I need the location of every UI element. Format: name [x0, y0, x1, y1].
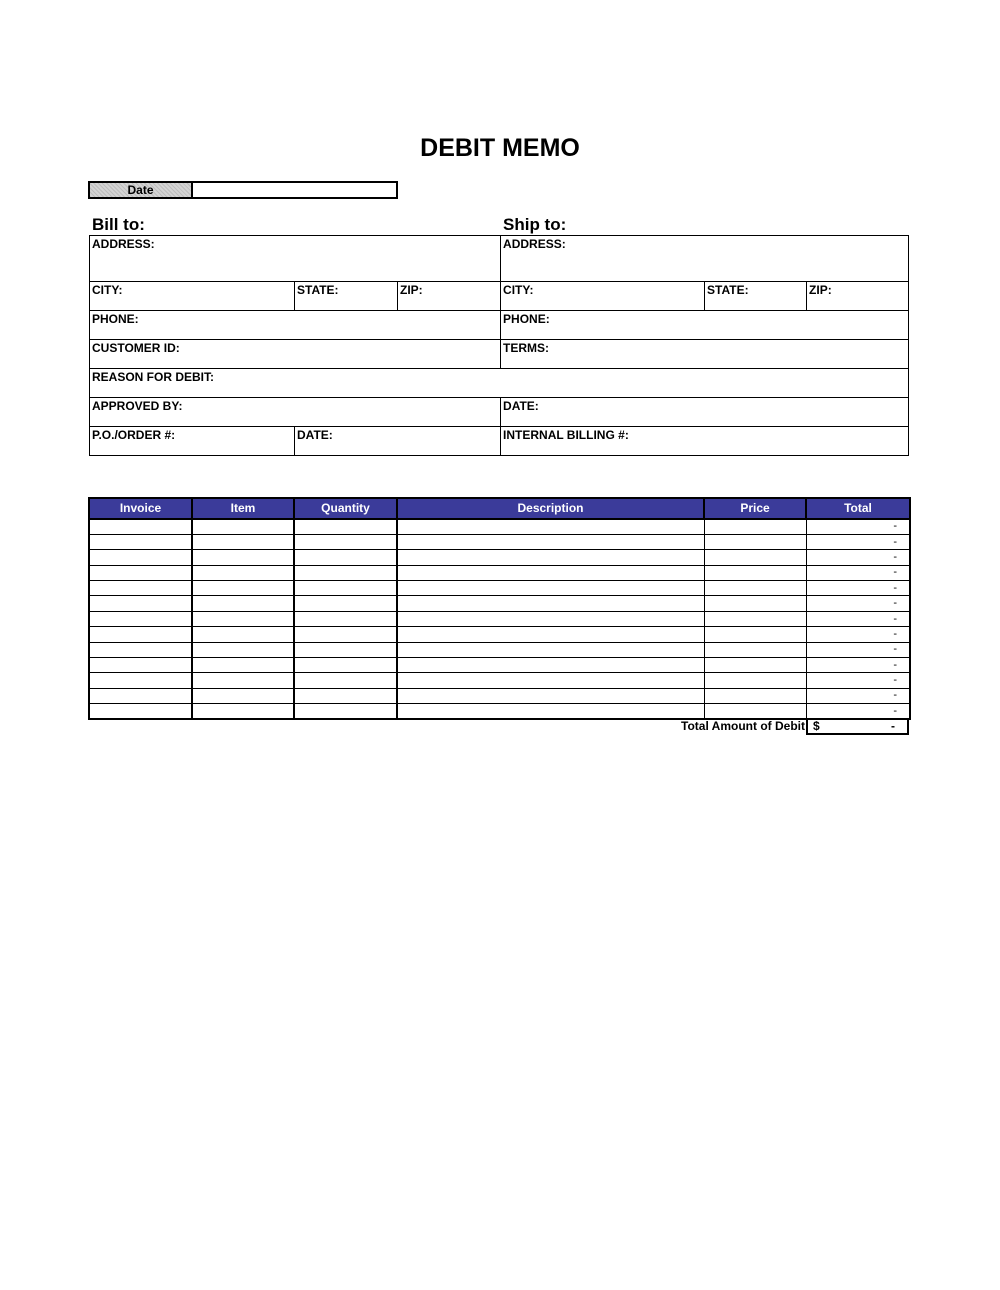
cell-item[interactable] [192, 519, 294, 534]
bill-state-field[interactable]: STATE: [295, 282, 398, 311]
cell-price[interactable] [704, 565, 806, 580]
cell-quantity[interactable] [294, 519, 397, 534]
cell-description[interactable] [397, 565, 704, 580]
cell-description[interactable] [397, 627, 704, 642]
cell-total: - [806, 581, 910, 596]
cell-invoice[interactable] [89, 673, 192, 688]
cell-description[interactable] [397, 596, 704, 611]
column-header-item: Item [192, 498, 294, 519]
cell-description[interactable] [397, 581, 704, 596]
table-row [89, 673, 910, 688]
cell-description[interactable] [397, 534, 704, 549]
cell-description[interactable] [397, 611, 704, 626]
reason-for-debit-field[interactable]: REASON FOR DEBIT: [90, 369, 909, 398]
cell-total: - [806, 611, 910, 626]
approved-by-field[interactable]: APPROVED BY: [90, 398, 501, 427]
cell-quantity[interactable] [294, 534, 397, 549]
cell-invoice[interactable] [89, 519, 192, 534]
cell-invoice[interactable] [89, 596, 192, 611]
cell-quantity[interactable] [294, 673, 397, 688]
approved-date-field[interactable]: DATE: [501, 398, 909, 427]
table-row [89, 581, 910, 596]
cell-total: - [806, 642, 910, 657]
cell-description[interactable] [397, 550, 704, 565]
internal-billing-field[interactable]: INTERNAL BILLING #: [501, 427, 909, 456]
cell-description[interactable] [397, 658, 704, 673]
cell-invoice[interactable] [89, 642, 192, 657]
cell-total: - [806, 565, 910, 580]
cell-invoice[interactable] [89, 704, 192, 719]
cell-description[interactable] [397, 688, 704, 703]
table-row [89, 627, 910, 642]
total-amount-box [806, 718, 909, 735]
cell-price[interactable] [704, 642, 806, 657]
cell-quantity[interactable] [294, 565, 397, 580]
table-row [89, 550, 910, 565]
cell-price[interactable] [704, 611, 806, 626]
cell-invoice[interactable] [89, 550, 192, 565]
cell-invoice[interactable] [89, 565, 192, 580]
bill-city-field[interactable]: CITY: [90, 282, 295, 311]
cell-description[interactable] [397, 519, 704, 534]
column-header-total: Total [806, 498, 910, 519]
table-row [89, 688, 910, 703]
cell-price[interactable] [704, 627, 806, 642]
bill-to-heading: Bill to: [92, 215, 145, 234]
cell-price[interactable] [704, 519, 806, 534]
table-row [89, 519, 910, 534]
table-row [89, 611, 910, 626]
cell-price[interactable] [704, 581, 806, 596]
cell-quantity[interactable] [294, 611, 397, 626]
date-box [88, 181, 398, 199]
column-header-price: Price [704, 498, 806, 519]
ship-phone-field[interactable]: PHONE: [501, 311, 909, 340]
terms-field[interactable]: TERMS: [501, 340, 909, 369]
cell-price[interactable] [704, 658, 806, 673]
table-row [89, 658, 910, 673]
cell-quantity[interactable] [294, 704, 397, 719]
bill-zip-field[interactable]: ZIP: [398, 282, 501, 311]
column-header-invoice: Invoice [89, 498, 192, 519]
total-amount-value: - [891, 719, 895, 733]
cell-total: - [806, 596, 910, 611]
total-row [88, 718, 909, 735]
cell-total: - [806, 519, 910, 534]
total-currency: $ [813, 719, 820, 733]
total-amount-label: Total Amount of Debit [681, 719, 805, 733]
cell-quantity[interactable] [294, 688, 397, 703]
cell-item[interactable] [192, 534, 294, 549]
cell-total: - [806, 550, 910, 565]
column-header-description: Description [397, 498, 704, 519]
date-field[interactable] [193, 183, 396, 197]
cell-total: - [806, 673, 910, 688]
cell-price[interactable] [704, 673, 806, 688]
ship-zip-field[interactable]: ZIP: [807, 282, 909, 311]
items-table [88, 497, 911, 720]
cell-item[interactable] [192, 565, 294, 580]
cell-description[interactable] [397, 704, 704, 719]
cell-quantity[interactable] [294, 596, 397, 611]
cell-invoice[interactable] [89, 688, 192, 703]
column-header-quantity: Quantity [294, 498, 397, 519]
bill-phone-field[interactable]: PHONE: [90, 311, 501, 340]
cell-quantity[interactable] [294, 550, 397, 565]
cell-description[interactable] [397, 642, 704, 657]
cell-item[interactable] [192, 611, 294, 626]
table-row [89, 565, 910, 580]
po-date-field[interactable]: DATE: [295, 427, 501, 456]
cell-total: - [806, 658, 910, 673]
customer-info-table [89, 235, 909, 456]
ship-to-heading: Ship to: [503, 215, 567, 234]
ship-state-field[interactable]: STATE: [705, 282, 807, 311]
cell-description[interactable] [397, 673, 704, 688]
customer-id-field[interactable]: CUSTOMER ID: [90, 340, 501, 369]
cell-item[interactable] [192, 704, 294, 719]
cell-invoice[interactable] [89, 581, 192, 596]
cell-price[interactable] [704, 550, 806, 565]
cell-price[interactable] [704, 596, 806, 611]
cell-item[interactable] [192, 688, 294, 703]
table-row [89, 704, 910, 719]
cell-quantity[interactable] [294, 627, 397, 642]
items-body [89, 519, 910, 719]
cell-item[interactable] [192, 627, 294, 642]
cell-invoice[interactable] [89, 534, 192, 549]
table-row [89, 596, 910, 611]
po-order-field[interactable]: P.O./ORDER #: [90, 427, 295, 456]
cell-item[interactable] [192, 596, 294, 611]
cell-price[interactable] [704, 704, 806, 719]
ship-address-field[interactable]: ADDRESS: [501, 236, 909, 282]
table-row [89, 534, 910, 549]
cell-total: - [806, 704, 910, 719]
cell-total: - [806, 534, 910, 549]
table-row [89, 642, 910, 657]
date-label: Date [90, 183, 193, 197]
cell-total: - [806, 627, 910, 642]
cell-invoice[interactable] [89, 627, 192, 642]
cell-invoice[interactable] [89, 658, 192, 673]
cell-item[interactable] [192, 642, 294, 657]
cell-invoice[interactable] [89, 611, 192, 626]
cell-price[interactable] [704, 688, 806, 703]
cell-item[interactable] [192, 673, 294, 688]
cell-item[interactable] [192, 581, 294, 596]
cell-item[interactable] [192, 658, 294, 673]
cell-total: - [806, 688, 910, 703]
cell-price[interactable] [704, 534, 806, 549]
bill-address-field[interactable]: ADDRESS: [90, 236, 501, 282]
ship-city-field[interactable]: CITY: [501, 282, 705, 311]
cell-quantity[interactable] [294, 658, 397, 673]
cell-quantity[interactable] [294, 642, 397, 657]
cell-item[interactable] [192, 550, 294, 565]
page-title: DEBIT MEMO [420, 134, 580, 162]
cell-quantity[interactable] [294, 581, 397, 596]
